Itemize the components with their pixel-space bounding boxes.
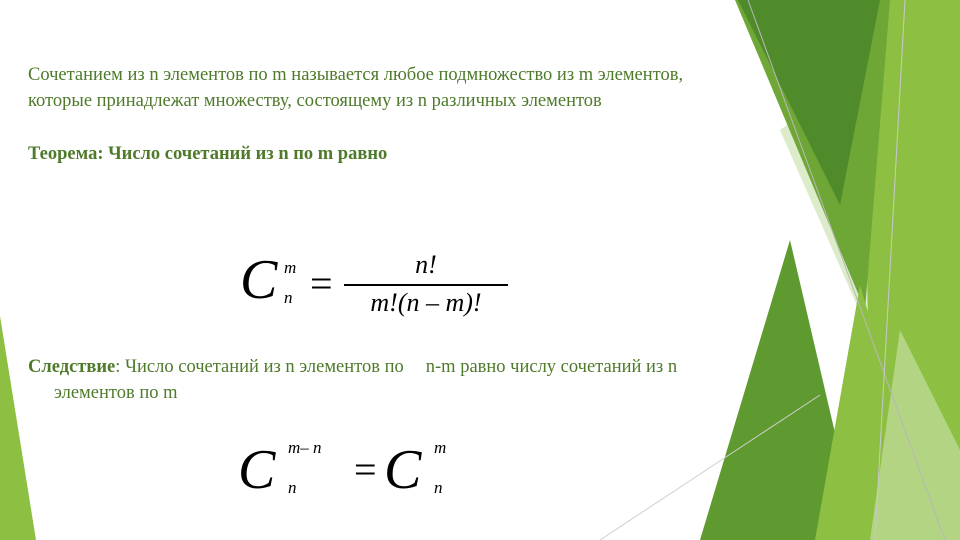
formula-superscript: m [284,258,297,277]
definition-text [28,62,848,114]
formula-numerator: n! [415,250,437,279]
fraction-bar [344,284,508,286]
definition-line-2: которые принадлежат множеству, состоящему из n различных элементов [28,91,602,111]
corollary-text-a: : Число сочетаний из n элементов по [115,357,404,377]
formula-c-symbol: C [240,249,278,311]
symmetry-formula [238,436,478,506]
formula-equals: = [310,261,333,306]
definition-line-1: Сочетанием из n элементов по m называется любое подмножество из m элементов, [28,65,684,85]
formula2-equals: = [354,447,377,492]
left-bottom-triangle [0,316,36,540]
formula2-left-c-symbol: C [238,439,276,501]
formula2-right-c-symbol: C [384,439,422,501]
corollary-keyword: Следствие [28,357,116,377]
theorem-text: Теорема: Число сочетаний из n по m равно [28,144,388,164]
formula-subscript: n [284,288,293,307]
corollary-text-b: n-m равно числу сочетаний из n [425,357,678,377]
formula-denominator: m!(n – m)! [370,288,482,317]
formula2-right-subscript: n [434,478,443,497]
formula2-left-subscript: n [288,478,297,497]
corollary-line-2: элементов по m [54,383,178,403]
formula2-right-superscript: m [434,438,447,457]
corollary-line-1 [28,354,888,380]
combinations-formula [240,250,520,320]
corollary-text [28,354,888,406]
formula2-left-superscript: m– n [288,438,322,457]
